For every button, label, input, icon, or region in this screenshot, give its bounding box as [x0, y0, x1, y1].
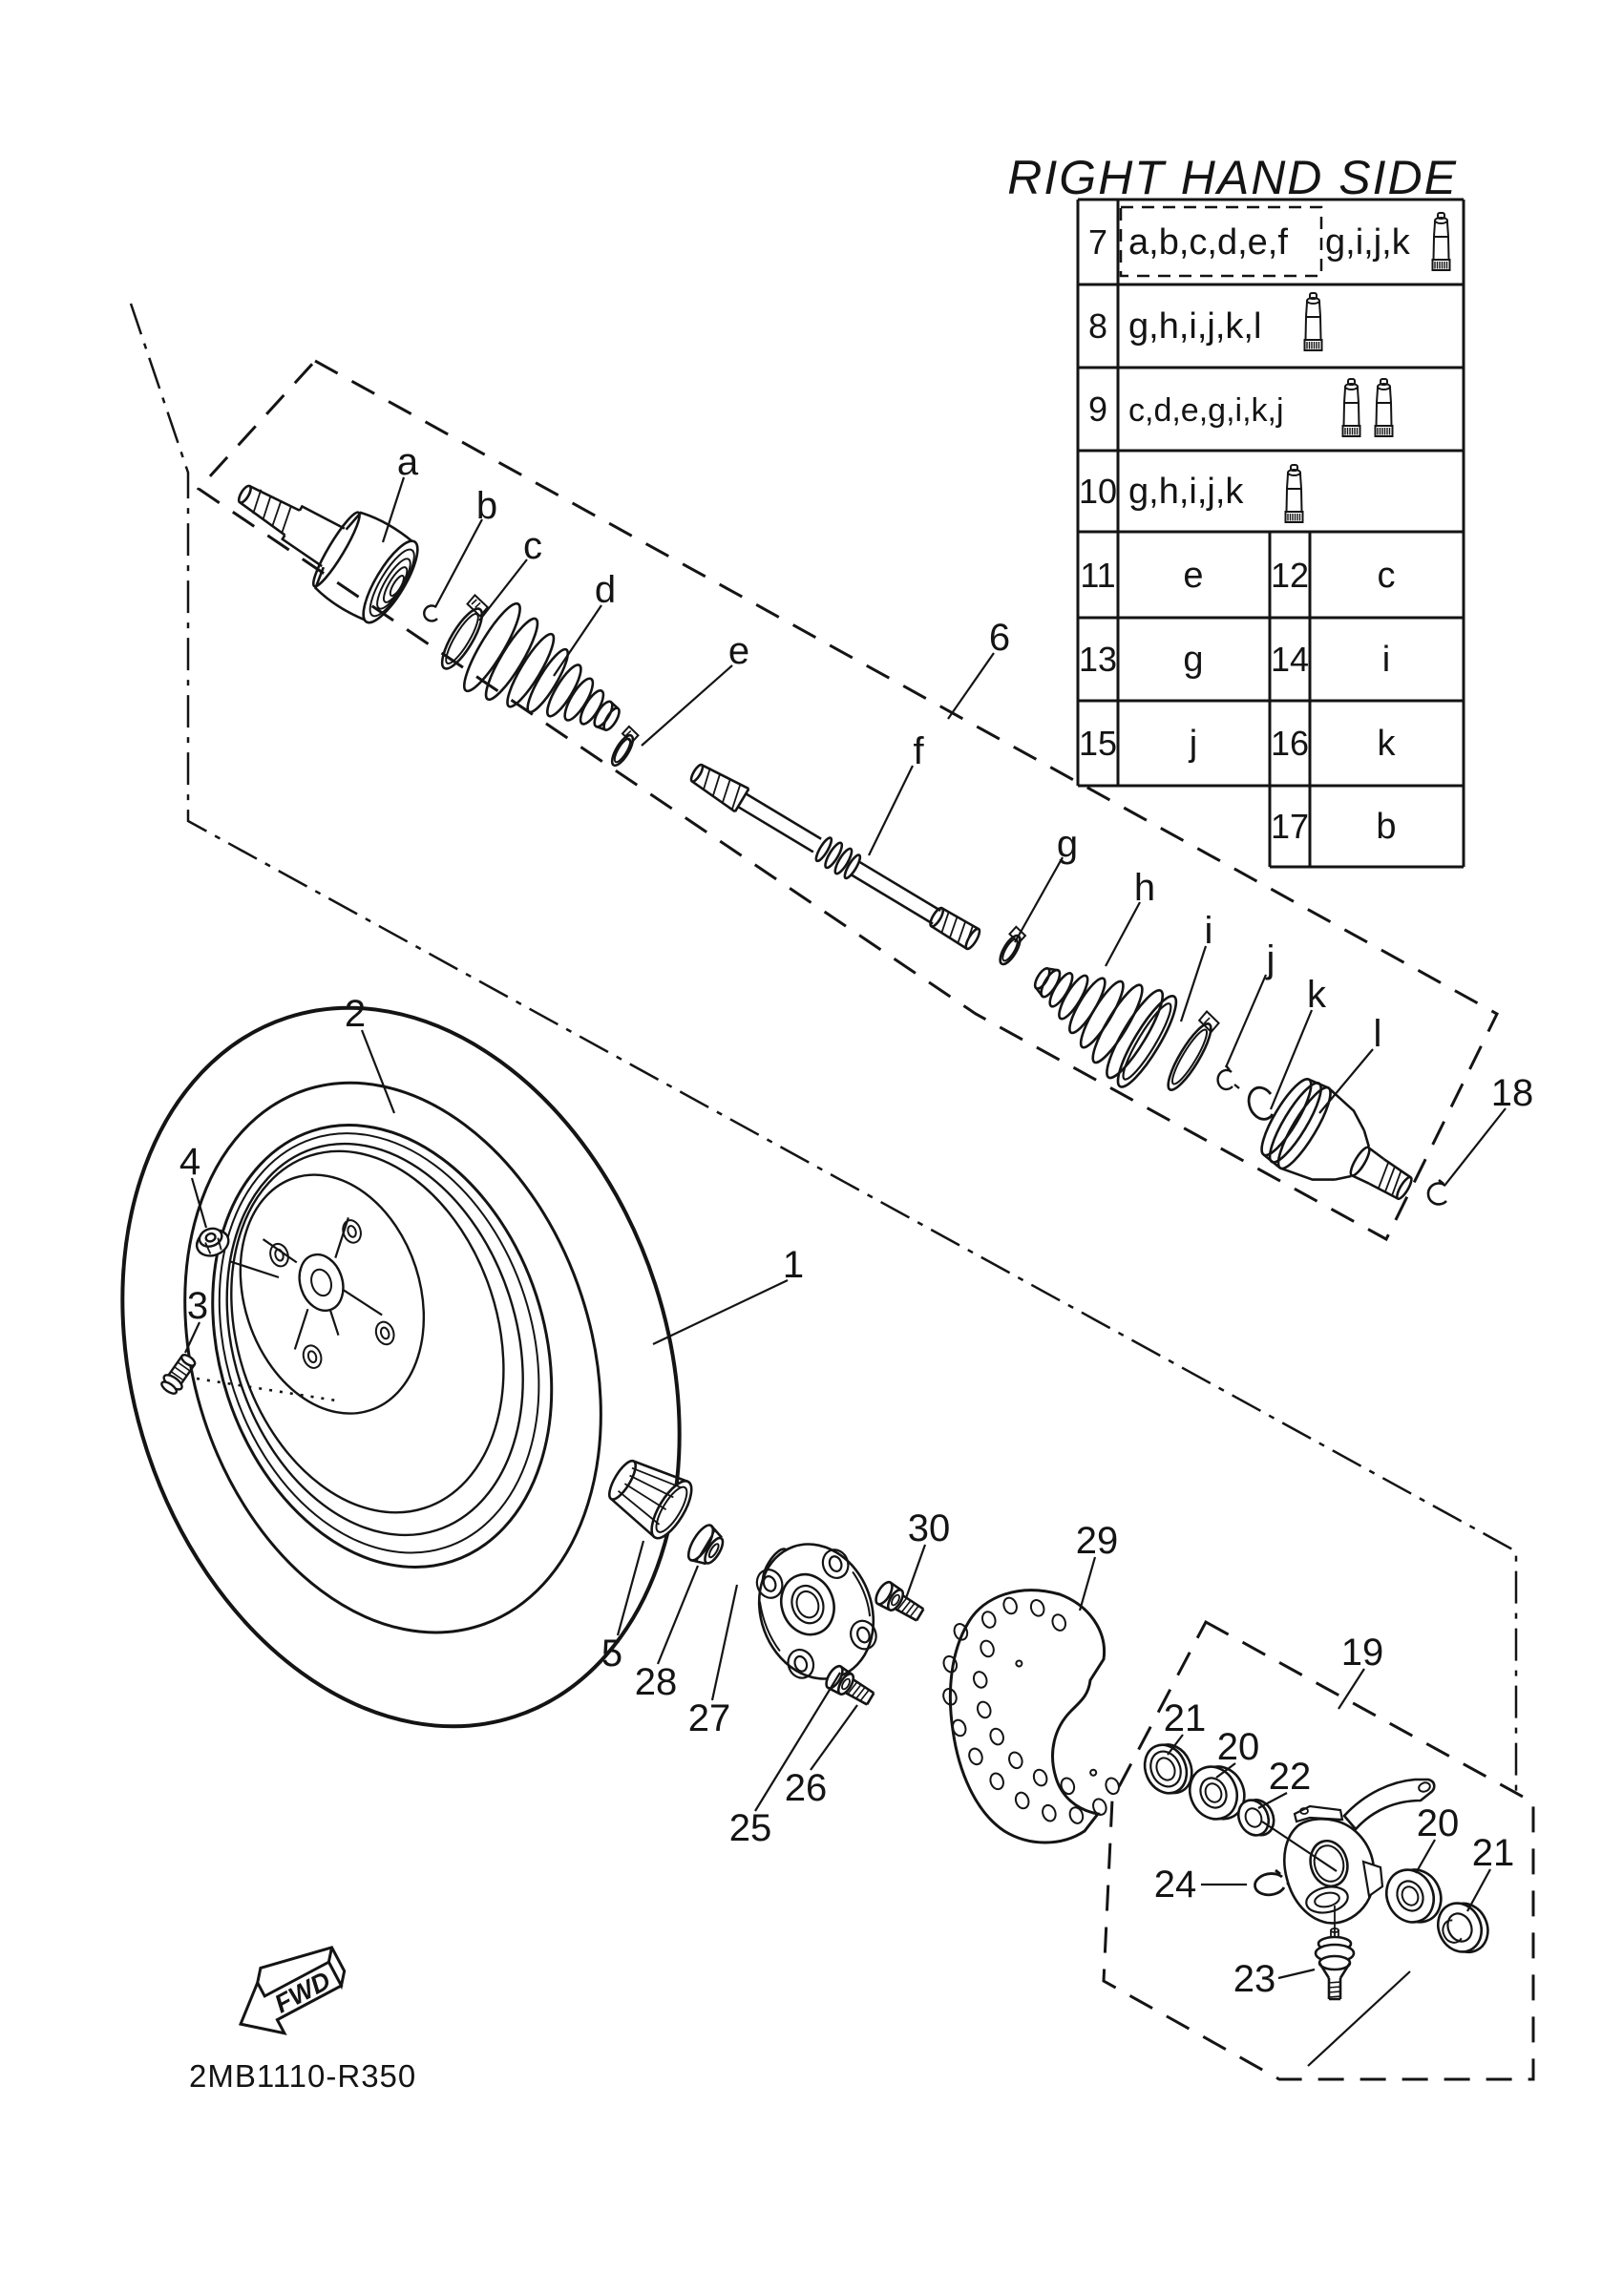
disc-bolt-30 — [873, 1580, 926, 1626]
callout-c: c — [523, 525, 542, 567]
grease-tube-icon — [1305, 293, 1322, 350]
axle-shaft-f — [686, 759, 983, 953]
callout-27: 27 — [687, 1697, 731, 1739]
table-row7-boxed-letters: a,b,c,d,e,f — [1128, 222, 1288, 263]
fwd-direction-arrow — [221, 1934, 357, 2050]
callout-4: 4 — [179, 1141, 201, 1183]
circlip-j — [1218, 1065, 1239, 1089]
callout-l: l — [1373, 1013, 1382, 1055]
table-cell-11-number: 11 — [1080, 556, 1116, 595]
callout-e: e — [727, 630, 750, 672]
callout-21-left: 21 — [1163, 1697, 1207, 1739]
wheel-hub-25 — [741, 1528, 892, 1696]
table-cell-17-value: b — [1376, 807, 1397, 847]
table-cell-13-number: 13 — [1078, 640, 1118, 679]
callout-6: 6 — [988, 617, 1011, 659]
ball-joint-23 — [1316, 1928, 1354, 1999]
table-cell-16-value: k — [1377, 724, 1396, 764]
callout-5: 5 — [601, 1632, 623, 1675]
callout-3: 3 — [186, 1285, 209, 1327]
callout-19: 19 — [1340, 1632, 1384, 1674]
circlip-b — [424, 605, 437, 621]
fwd-label: FWD — [269, 1966, 336, 2019]
page-title: RIGHT HAND SIDE — [1007, 151, 1458, 204]
boot-band-small-e — [606, 726, 640, 769]
table-row8-number: 8 — [1087, 306, 1108, 346]
callout-23: 23 — [1233, 1958, 1276, 2000]
table-cell-13-value: g — [1183, 640, 1204, 680]
circlip-18 — [1428, 1180, 1446, 1204]
callout-24: 24 — [1153, 1864, 1197, 1906]
cv-boot-h — [1011, 931, 1185, 1092]
callout-a: a — [396, 441, 419, 483]
table-cell-16-number: 16 — [1270, 724, 1310, 763]
callout-18: 18 — [1490, 1072, 1534, 1114]
callout-25: 25 — [728, 1807, 772, 1849]
drawing-part-code: 2MB1110-R350 — [189, 2058, 417, 2094]
callout-2: 2 — [344, 993, 367, 1035]
callout-d: d — [594, 569, 617, 611]
table-row10-letters: g,h,i,j,k — [1128, 472, 1244, 512]
callout-k: k — [1307, 974, 1326, 1016]
legend-table — [1078, 200, 1464, 867]
table-cell-15-value: j — [1189, 724, 1198, 764]
flange-nut-28 — [684, 1522, 728, 1570]
callout-b: b — [475, 485, 498, 527]
table-row7-number: 7 — [1087, 222, 1108, 262]
grease-tube-icon — [1376, 379, 1393, 436]
callout-26: 26 — [784, 1767, 828, 1809]
callout-28: 28 — [634, 1661, 678, 1703]
table-row9-number: 9 — [1087, 390, 1108, 429]
callout-20-left: 20 — [1216, 1726, 1260, 1768]
callout-29: 29 — [1075, 1520, 1119, 1562]
brake-disc-guard-29 — [917, 1582, 1131, 1852]
grease-tube-icon — [1433, 213, 1450, 270]
table-row9-letters: c,d,e,g,i,k,j — [1128, 392, 1284, 429]
callout-g: g — [1056, 823, 1079, 865]
table-cell-12-number: 12 — [1270, 556, 1310, 595]
table-cell-17-number: 17 — [1270, 807, 1310, 846]
callout-h: h — [1133, 867, 1156, 909]
table-row7-rest-letters: g,i,j,k — [1325, 222, 1410, 263]
callout-22: 22 — [1268, 1756, 1312, 1798]
grease-tube-icon — [1343, 379, 1360, 436]
boot-band-small-g — [995, 926, 1027, 967]
grease-tube-icon — [1286, 465, 1303, 522]
table-cell-11-value: e — [1183, 556, 1204, 596]
outer-cv-joint-a — [217, 452, 427, 630]
table-row8-letters: g,h,i,j,k,l — [1128, 306, 1262, 347]
callout-f: f — [913, 730, 924, 772]
table-cell-12-value: c — [1377, 556, 1396, 596]
callout-30: 30 — [907, 1507, 951, 1549]
callout-i: i — [1204, 910, 1213, 952]
callout-20-right: 20 — [1416, 1802, 1460, 1844]
table-cell-15-number: 15 — [1078, 724, 1118, 763]
circlip-k — [1249, 1087, 1273, 1119]
table-row10-number: 10 — [1078, 472, 1118, 511]
inner-cv-joint-l — [1253, 1071, 1432, 1230]
table-cell-14-number: 14 — [1270, 640, 1310, 679]
table-cell-14-value: i — [1381, 640, 1391, 680]
callout-21-right: 21 — [1471, 1832, 1515, 1874]
callout-1: 1 — [782, 1244, 805, 1286]
callout-j: j — [1266, 938, 1275, 980]
boot-band-large-c — [432, 594, 494, 673]
